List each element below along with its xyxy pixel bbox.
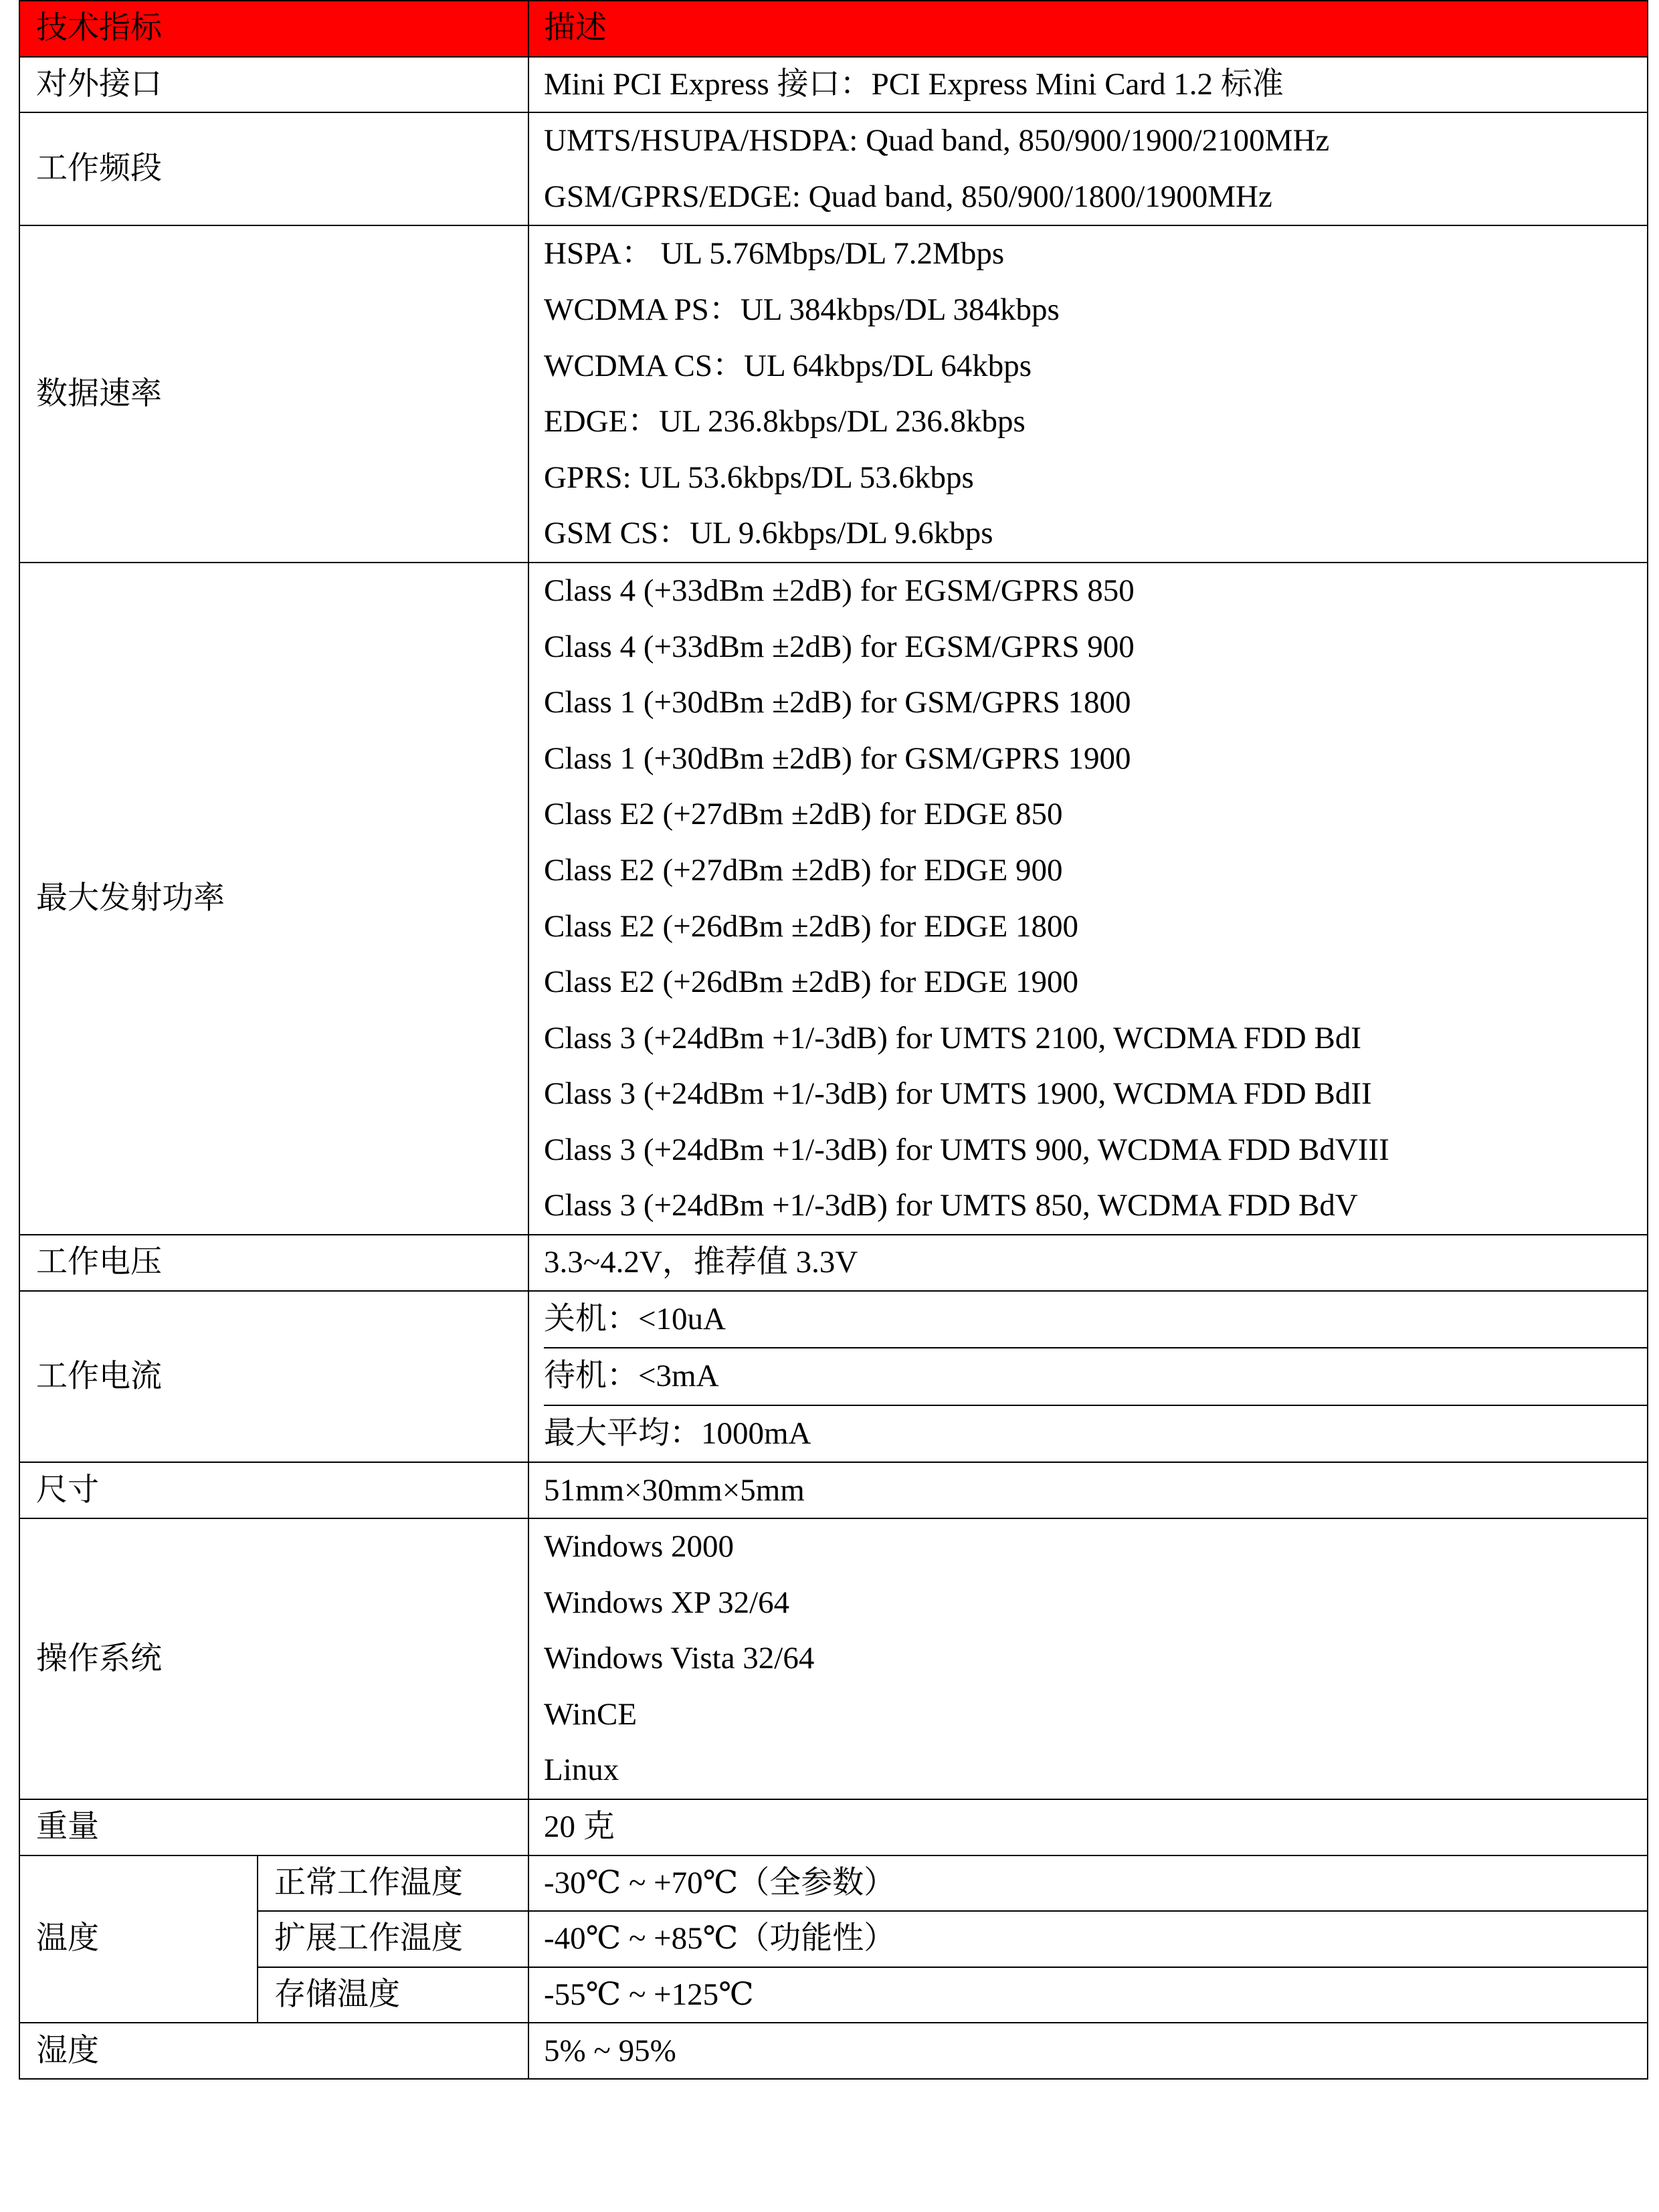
row-value-humidity: 5% ~ 95% <box>528 2023 1648 2079</box>
table-row <box>19 1967 1648 2023</box>
table-row <box>19 1518 1648 1799</box>
table-row <box>19 112 1648 225</box>
value-line: HSPA： UL 5.76Mbps/DL 7.2Mbps <box>544 236 1005 272</box>
value-line: 关机：<10uA <box>544 1301 726 1336</box>
value-line: Windows XP 32/64 <box>544 1585 790 1620</box>
value-line: 最大平均：1000mA <box>544 1405 1647 1462</box>
row-label-power: 最大发射功率 <box>19 563 528 1235</box>
value-line: Class 4 (+33dBm ±2dB) for EGSM/GPRS 900 <box>544 629 1135 664</box>
value-line: Windows Vista 32/64 <box>544 1641 815 1676</box>
table-header-row <box>19 1 1648 57</box>
table-row <box>19 1291 1648 1463</box>
row-values-os <box>528 1518 1648 1799</box>
value-line: WinCE <box>544 1696 638 1732</box>
value-line: EDGE：UL 236.8kbps/DL 236.8kbps <box>544 404 1026 439</box>
row-label-weight: 重量 <box>19 1799 528 1855</box>
row-value-temperature: -30℃ ~ +70℃（全参数） <box>528 1855 1648 1912</box>
value-line: Class 4 (+33dBm ±2dB) for EGSM/GPRS 850 <box>544 573 1135 608</box>
row-value-voltage: 3.3~4.2V，推荐值 3.3V <box>528 1235 1648 1291</box>
row-value-temperature: -55℃ ~ +125℃ <box>528 1967 1648 2023</box>
value-line: Class E2 (+26dBm ±2dB) for EDGE 1900 <box>544 965 1079 1000</box>
row-value-temperature: -40℃ ~ +85℃（功能性） <box>528 1911 1648 1967</box>
row-label-os: 操作系统 <box>19 1518 528 1799</box>
table-row <box>19 1235 1648 1291</box>
table-row <box>19 225 1648 563</box>
row-value-weight: 20 克 <box>528 1799 1648 1855</box>
header-description: 描述 <box>528 1 1648 57</box>
value-line: GSM CS：UL 9.6kbps/DL 9.6kbps <box>544 516 993 551</box>
sub-label-temperature: 存储温度 <box>258 1967 528 2023</box>
table-row <box>19 57 1648 113</box>
row-label-humidity: 湿度 <box>19 2023 528 2079</box>
row-label-band: 工作频段 <box>19 112 528 225</box>
value-line: Windows 2000 <box>544 1529 735 1565</box>
sub-label-temperature: 扩展工作温度 <box>258 1911 528 1967</box>
row-label-voltage: 工作电压 <box>19 1235 528 1291</box>
value-line: WCDMA PS：UL 384kbps/DL 384kbps <box>544 292 1060 327</box>
value-line: Class E2 (+27dBm ±2dB) for EDGE 850 <box>544 797 1063 832</box>
row-label-size: 尺寸 <box>19 1462 528 1518</box>
value-line: UMTS/HSUPA/HSDPA: Quad band, 850/900/1900/2100MHz <box>544 123 1330 159</box>
table-row <box>19 1911 1648 1967</box>
value-line: Class 3 (+24dBm +1/-3dB) for UMTS 1900, WCDMA FDD BdII <box>544 1076 1372 1112</box>
row-values-current <box>528 1291 1648 1463</box>
table-row <box>19 2023 1648 2079</box>
row-values-power <box>528 563 1648 1235</box>
sub-label-temperature: 正常工作温度 <box>258 1855 528 1912</box>
row-values-band <box>528 112 1648 225</box>
value-line: GPRS: UL 53.6kbps/DL 53.6kbps <box>544 460 974 495</box>
value-line: Linux <box>544 1752 619 1788</box>
row-label-current: 工作电流 <box>19 1291 528 1463</box>
value-line: Class E2 (+26dBm ±2dB) for EDGE 1800 <box>544 908 1079 944</box>
value-line: WCDMA CS：UL 64kbps/DL 64kbps <box>544 348 1032 383</box>
header-spec-item: 技术指标 <box>19 1 528 57</box>
value-line: Class E2 (+27dBm ±2dB) for EDGE 900 <box>544 852 1063 888</box>
table-row <box>19 1462 1648 1518</box>
table-row <box>19 1855 1648 1912</box>
table-row <box>19 563 1648 1235</box>
row-label-temperature: 温度 <box>19 1855 258 2023</box>
spec-table <box>19 0 1648 2080</box>
row-value-size: 51mm×30mm×5mm <box>528 1462 1648 1518</box>
value-line: 待机：<3mA <box>544 1347 1647 1405</box>
value-line: Class 1 (+30dBm ±2dB) for GSM/GPRS 1900 <box>544 740 1131 776</box>
value-line: Class 3 (+24dBm +1/-3dB) for UMTS 850, WCDMA FDD BdV <box>544 1188 1358 1223</box>
value-line: GSM/GPRS/EDGE: Quad band, 850/900/1800/1900MHz <box>544 179 1272 214</box>
value-line: Class 3 (+24dBm +1/-3dB) for UMTS 900, WCDMA FDD BdVIII <box>544 1132 1389 1167</box>
row-label-interface: 对外接口 <box>19 57 528 113</box>
table-row <box>19 1799 1648 1855</box>
row-label-rate: 数据速率 <box>19 225 528 563</box>
value-line: Class 3 (+24dBm +1/-3dB) for UMTS 2100, WCDMA FDD BdI <box>544 1020 1361 1055</box>
row-values-rate <box>528 225 1648 563</box>
value-line: Class 1 (+30dBm ±2dB) for GSM/GPRS 1800 <box>544 685 1131 720</box>
row-value-interface: Mini PCI Express 接口：PCI Express Mini Card 1.2 标准 <box>528 57 1648 113</box>
